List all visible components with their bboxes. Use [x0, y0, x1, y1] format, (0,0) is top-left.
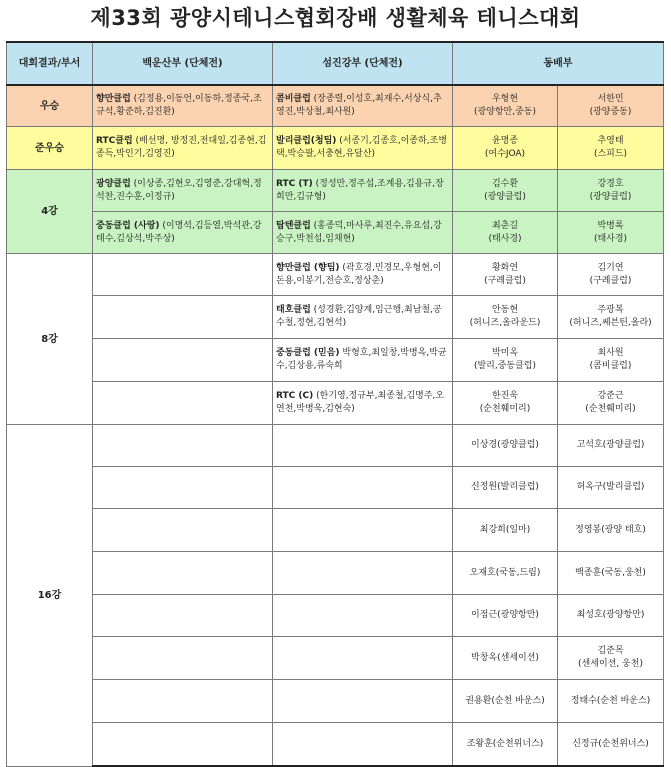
- quarter-seomjin: [273, 254, 453, 296]
- quarter-dong-a: [453, 296, 558, 339]
- round16-seomjin-empty: [273, 595, 453, 637]
- quarter-label: 8강: [7, 254, 93, 425]
- player-club: (센세이션, 웅천): [578, 659, 643, 669]
- round16-baekun-empty: [93, 637, 273, 680]
- player-name: 강경호: [597, 178, 624, 189]
- player-name: 박병록: [597, 220, 624, 231]
- round16-dong-a: 권용환(순천 바운스): [453, 680, 558, 723]
- player-club: (광양항만,중동): [473, 107, 537, 117]
- header-row: [7, 42, 664, 85]
- semi-label: 4강: [7, 170, 93, 254]
- round16-seomjin-empty: [273, 637, 453, 680]
- quarter-baekun-empty: [93, 254, 273, 296]
- round16-dong-a: 오재호(국동,드림): [453, 552, 558, 595]
- round16-label: 16강: [7, 425, 93, 767]
- player-club: (태사경): [593, 233, 628, 244]
- quarter-seomjin: [273, 296, 453, 339]
- round16-row: [7, 467, 664, 509]
- winner-dong-a: [453, 85, 558, 127]
- player-name: 김기연: [597, 262, 624, 273]
- player-club: (콤비클럽): [589, 361, 632, 371]
- header-result: 대회결과/부서: [7, 42, 93, 85]
- club-name: RTC클럽: [96, 136, 133, 146]
- club-name: 중동클럽 (믿음): [276, 348, 340, 358]
- club-members: (이상종,김현오,김영준,강대혁,정석찬,진수훈,이정규): [96, 178, 262, 202]
- club-name: 탑텐클럽: [276, 220, 311, 231]
- club-members: (장종렬,이성호,최재수,서상식,추영진,박상철,최사원): [276, 94, 442, 117]
- club-name: 향만클럽 (향팀): [276, 262, 340, 273]
- semi-dong-a: [453, 170, 558, 212]
- quarter-dong-b: [558, 382, 664, 425]
- player-club: (광양클럽): [589, 191, 632, 202]
- player-club: (스피드): [593, 149, 628, 159]
- round16-dong-a: 최강희(일마): [453, 509, 558, 552]
- round16-row: [7, 595, 664, 637]
- round16-dong-a: 조왕훈(순천위너스): [453, 723, 558, 767]
- club-name: 태호클럽: [276, 305, 311, 315]
- quarter-dong-b: [558, 296, 664, 339]
- round16-seomjin-empty: [273, 425, 453, 467]
- player-club: (구례클럽): [589, 275, 632, 286]
- winner-row: [7, 85, 664, 127]
- round16-dong-b: 신정규(순천위너스): [558, 723, 664, 767]
- round16-baekun-empty: [93, 552, 273, 595]
- quarter-seomjin: [273, 382, 453, 425]
- player-name: 한진욱: [491, 391, 519, 401]
- player-club: (순천훼미리): [585, 404, 636, 414]
- winner-label: 우승: [7, 85, 93, 127]
- club-members: (정성만,정주섭,조계용,김용규,장희만,김규형): [276, 178, 444, 202]
- club-name: 중동클럽 (사랑): [96, 220, 160, 231]
- player-name: 최사원: [597, 348, 624, 358]
- runner-up-seomjin: [273, 127, 453, 170]
- club-members: (서종기,김종호,이종하,조병택,박승팔,서충현,유달산): [276, 136, 448, 159]
- quarter-dong-a: [453, 382, 558, 425]
- player-name: 주광복: [597, 305, 624, 315]
- club-members: (홍종덕,마사루,최진수,유요섭,강승구,박천섭,임채현): [276, 220, 442, 244]
- round16-dong-a: 신정원(발리클럽): [453, 467, 558, 509]
- quarter-baekun-empty: [93, 296, 273, 339]
- runner-up-row: [7, 127, 664, 170]
- club-name: 발리클럽(청팀): [276, 136, 337, 146]
- semi-seomjin: [273, 170, 453, 212]
- semi-row: [7, 212, 664, 254]
- player-name: 김수환: [491, 178, 519, 189]
- club-members: (곽호경,민경모,우형현,이돈용,이봉기,전승호,정상춘): [276, 262, 442, 286]
- round16-row: [7, 509, 664, 552]
- runner-up-dong-b: [558, 127, 664, 170]
- round16-baekun-empty: [93, 680, 273, 723]
- quarter-row: [7, 296, 664, 339]
- club-name: 콤비클럽: [276, 94, 311, 104]
- quarter-baekun-empty: [93, 339, 273, 382]
- quarter-dong-a: [453, 339, 558, 382]
- quarter-dong-a: [453, 254, 558, 296]
- round16-dong-b: 고석호(광양클럽): [558, 425, 664, 467]
- quarter-seomjin: [273, 339, 453, 382]
- semi-dong-b: [558, 212, 664, 254]
- winner-dong-b: [558, 85, 664, 127]
- round16-seomjin-empty: [273, 509, 453, 552]
- round16-seomjin-empty: [273, 723, 453, 767]
- quarter-row: [7, 339, 664, 382]
- player-name: 김준목: [597, 646, 624, 656]
- player-name: 서한민: [597, 94, 624, 104]
- round16-row: [7, 425, 664, 467]
- club-members: (성경환,김양계,임근행,최남철,공수철,정현,김현석): [276, 305, 442, 328]
- club-name: RTC (T): [276, 178, 313, 189]
- winner-seomjin: [273, 85, 453, 127]
- club-members: (김정용,이동언,이동하,정종국,조규석,황준하,김진환): [96, 94, 262, 117]
- round16-baekun-empty: [93, 723, 273, 767]
- player-club: (구례클럽): [484, 275, 526, 286]
- player-club: (태사경): [488, 233, 522, 244]
- quarter-dong-b: [558, 254, 664, 296]
- round16-row: [7, 552, 664, 595]
- quarter-row: [7, 382, 664, 425]
- player-club: (순천훼미리): [479, 404, 531, 414]
- player-club: (여수JOA): [484, 149, 526, 159]
- player-club: (광양클럽): [484, 191, 526, 202]
- runner-up-dong-a: [453, 127, 558, 170]
- club-members: (한기영,정규부,최종철,김명주,오연천,박병욱,김현숙): [276, 391, 445, 414]
- player-club: (허니즈,쎄븐틴,올라): [569, 318, 652, 328]
- player-name: 황화연: [491, 262, 519, 273]
- round16-seomjin-empty: [273, 467, 453, 509]
- runner-up-label: 준우승: [7, 127, 93, 170]
- round16-dong-a: 박창옥(센세이션): [453, 637, 558, 680]
- round16-dong-b: 최성호(광양항만): [558, 595, 664, 637]
- player-name: 추영태: [597, 136, 624, 146]
- header-baekun: 백운산부 (단체전): [93, 42, 273, 85]
- round16-row: [7, 637, 664, 680]
- club-members: (이명석,김등열,박석관,강태수,김상석,박주상): [96, 220, 262, 244]
- club-members: 박형호,최일창,박병옥,박균수,김상용,류숙희: [276, 348, 447, 371]
- header-seomjin: 섬진강부 (단체전): [273, 42, 453, 85]
- player-club: (광양중동): [589, 107, 632, 117]
- player-club: (발리,중동클럽): [473, 361, 537, 371]
- quarter-baekun-empty: [93, 382, 273, 425]
- results-table: [6, 41, 664, 767]
- semi-row: [7, 170, 664, 212]
- player-name: 윤명종: [491, 136, 519, 146]
- semi-seomjin: [273, 212, 453, 254]
- round16-baekun-empty: [93, 595, 273, 637]
- player-name: 박미옥: [491, 348, 519, 358]
- semi-dong-b: [558, 170, 664, 212]
- quarter-dong-b: [558, 339, 664, 382]
- round16-seomjin-empty: [273, 680, 453, 723]
- club-name: 향만클럽: [96, 94, 131, 104]
- round16-baekun-empty: [93, 467, 273, 509]
- player-name: 안동현: [491, 305, 519, 315]
- round16-seomjin-empty: [273, 552, 453, 595]
- round16-dong-b: 정태수(순천 바운스): [558, 680, 664, 723]
- club-name: 광양클럽: [96, 178, 131, 189]
- runner-up-baekun: [93, 127, 273, 170]
- club-members: (배선명, 방정진,전대일,김종현,김종득,박인기,김영진): [96, 136, 267, 159]
- player-name: 최춘길: [491, 220, 519, 231]
- round16-dong-b: 백종훈(국동,웅천): [558, 552, 664, 595]
- semi-baekun: [93, 170, 273, 212]
- club-name: RTC (C): [276, 391, 314, 401]
- semi-baekun: [93, 212, 273, 254]
- round16-baekun-empty: [93, 425, 273, 467]
- round16-row: [7, 680, 664, 723]
- player-name: 강준근: [597, 391, 624, 401]
- round16-baekun-empty: [93, 509, 273, 552]
- round16-dong-a: 이점근(광양항만): [453, 595, 558, 637]
- round16-dong-b: [558, 637, 664, 680]
- round16-dong-b: 허옥구(발리클럽): [558, 467, 664, 509]
- header-dongbae: 동배부: [453, 42, 664, 85]
- round16-row: [7, 723, 664, 767]
- semi-dong-a: [453, 212, 558, 254]
- winner-baekun: [93, 85, 273, 127]
- page-title: 제33회 광양시테니스협회장배 생활체육 테니스대회: [90, 6, 581, 30]
- round16-dong-b: 정영봉(광양 태호): [558, 509, 664, 552]
- quarter-row: [7, 254, 664, 296]
- player-name: 우형현: [491, 94, 519, 104]
- player-club: (허니즈,올라운드): [469, 318, 541, 328]
- round16-dong-a: 이상경(광양클럽): [453, 425, 558, 467]
